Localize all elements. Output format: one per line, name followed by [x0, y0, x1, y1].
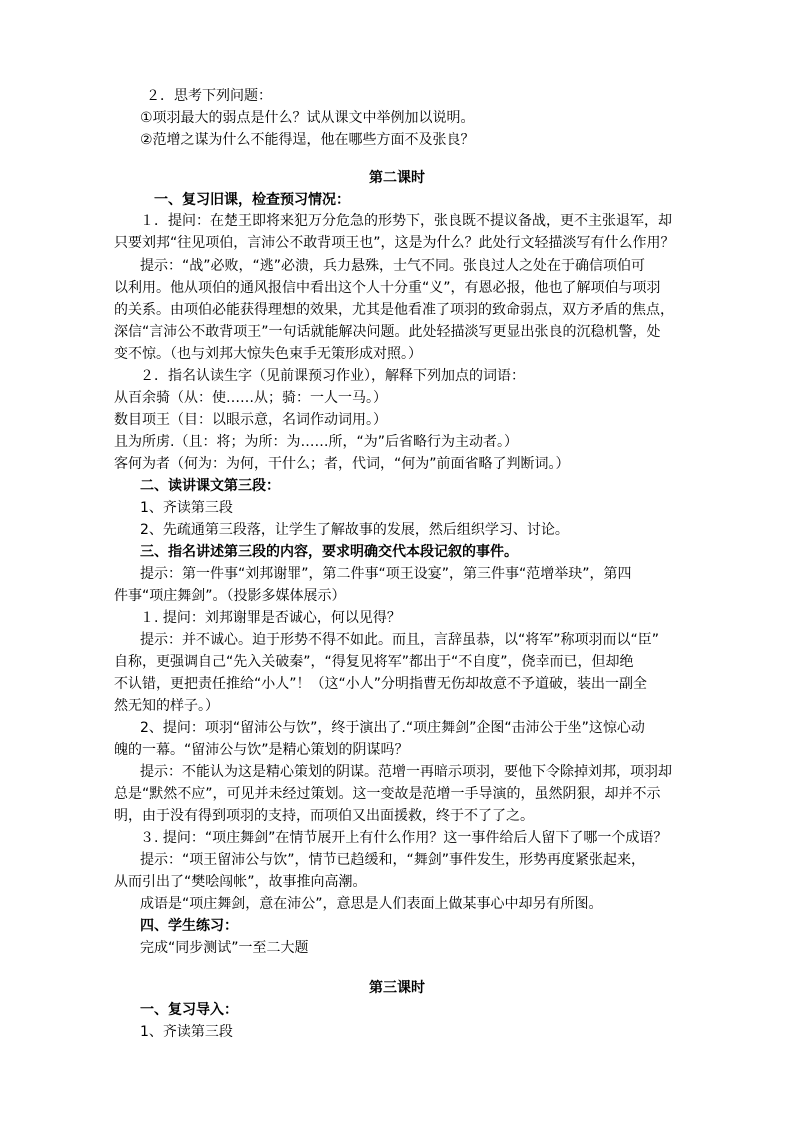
text-line: １．提问：在楚王即将来犯万分危急的形势下，张良既不提议备战，更不主张退军，却: [140, 213, 672, 229]
text-line: 数目项王（目：以眼示意，名词作动词用。）: [114, 412, 387, 428]
text-line: １. 提问：刘邦谢罪是否诚心，何以见得？: [140, 610, 401, 626]
subheading-line: 一、复习旧课，检查预习情况：: [154, 192, 350, 208]
text-line: 提示：第一件事“刘邦谢罪”，第二件事“项王设宴”，第三件事“范增举玦”，第四: [140, 566, 632, 582]
text-line: ２．指名认读生字（见前课预习作业），解释下列加点的词语：: [140, 368, 525, 384]
text-line: 不认错，更把责任推给“小人”！（这“小人”分明指曹无伤却故意不予道破，装出一副全: [114, 676, 648, 692]
text-line: 然无知的样子。）: [114, 698, 219, 714]
text-line: 自称，更强调自己“先入关破秦”，“得复见将军”都出于“不自度”，侥幸而已，但却绝: [114, 654, 634, 670]
text-line: 明，由于没有得到项羽的支持，而项伯又出面援救，终于不了了之。: [114, 808, 534, 824]
text-line: 2、提问：项羽“留沛公与饮”，终于演出了.“项庄舞剑”企图“击沛公于坐”这惊心动: [140, 720, 645, 736]
text-line: 1、齐读第三段: [140, 1024, 233, 1040]
text-line: 变不惊。（也与刘邦大惊失色束手无策形成对照。）: [114, 346, 422, 362]
text-line: 提示：并不诚心。迫于形势不得不如此。而且，言辞虽恭，以“将军”称项羽而以“臣”: [140, 632, 660, 648]
text-line: 提示：不能认为这是精心策划的阴谋。范增一再暗示项羽，要他下令除掉刘邦，项羽却: [140, 764, 672, 780]
text-line: ②范增之谋为什么不能得逞，他在哪些方面不及张良？: [140, 132, 475, 148]
text-line: 提示：“项王留沛公与饮”，情节已趋缓和，“舞剑”事件发生，形势再度紧张起来，: [140, 852, 646, 868]
text-line: ２．思考下列问题：: [146, 88, 272, 104]
text-line: 完成“同步测试”一至二大题: [140, 940, 309, 956]
text-line: 成语是“项庄舞剑，意在沛公”，意思是人们表面上做某事心中却另有所图。: [140, 896, 603, 912]
text-line: 只要刘邦“往见项伯，言沛公不敢背项王也”，这是为什么？此处行文轻描淡写有什么作用？: [114, 235, 675, 251]
subheading-line: 二、读讲课文第三段：: [140, 478, 280, 494]
subheading-line: 四、学生练习：: [140, 918, 238, 934]
text-line: 1、齐读第三段: [140, 500, 233, 516]
text-line: 提示：“战”必败，“逃”必溃，兵力悬殊，士气不同。张良过人之处在于确信项伯可: [140, 258, 646, 274]
text-line: 客何为者（何为：为何，干什么；者，代词，“何为”前面省略了判断词。）: [114, 456, 570, 472]
text-line: 深信“言沛公不敢背项王”一句话就能解决问题。此处轻描淡写更显出张良的沉稳机警，处: [114, 324, 661, 340]
text-line: 的关系。由项伯必能获得理想的效果，尤其是他看准了项羽的致命弱点，双方矛盾的焦点，: [114, 302, 674, 318]
subheading-line: 一、复习导入：: [140, 1002, 238, 1018]
text-line: 从而引出了“樊哙闯帐”，故事推向高潮。: [114, 874, 367, 890]
subheading-line: 三、指名讲述第三段的内容，要求明确交代本段记叙的事件。: [140, 544, 518, 560]
text-line: 魄的一幕。“留沛公与饮”是精心策划的阴谋吗？: [114, 742, 409, 758]
text-line: 以利用。他从项伯的通风报信中看出这个人十分重“义”，有恩必报，他也了解项伯与项羽: [114, 280, 661, 296]
text-line: 总是“默然不应”，可见并未经过策划。这一变故是范增一手导演的，虽然阴狠，却并不示: [114, 786, 661, 802]
section-heading: 第三课时: [369, 980, 425, 996]
text-line: 2、先疏通第三段落，让学生了解故事的发展，然后组织学习、讨论。: [140, 522, 569, 538]
text-line: ①项羽最大的弱点是什么？试从课文中举例加以说明。: [140, 110, 475, 126]
text-line: 从百余骑（从：使……从；骑：一人一马。）: [114, 390, 387, 406]
text-line: 件事“项庄舞剑”。（投影多媒体展示）: [114, 588, 346, 604]
section-heading: 第二课时: [369, 170, 425, 186]
text-line: ３. 提问：“项庄舞剑”在情节展开上有什么作用？这一事件给后人留下了哪一个成语？: [140, 830, 668, 846]
text-line: 且为所虏.（且：将；为所：为……所，“为”后省略行为主动者。）: [114, 434, 518, 450]
